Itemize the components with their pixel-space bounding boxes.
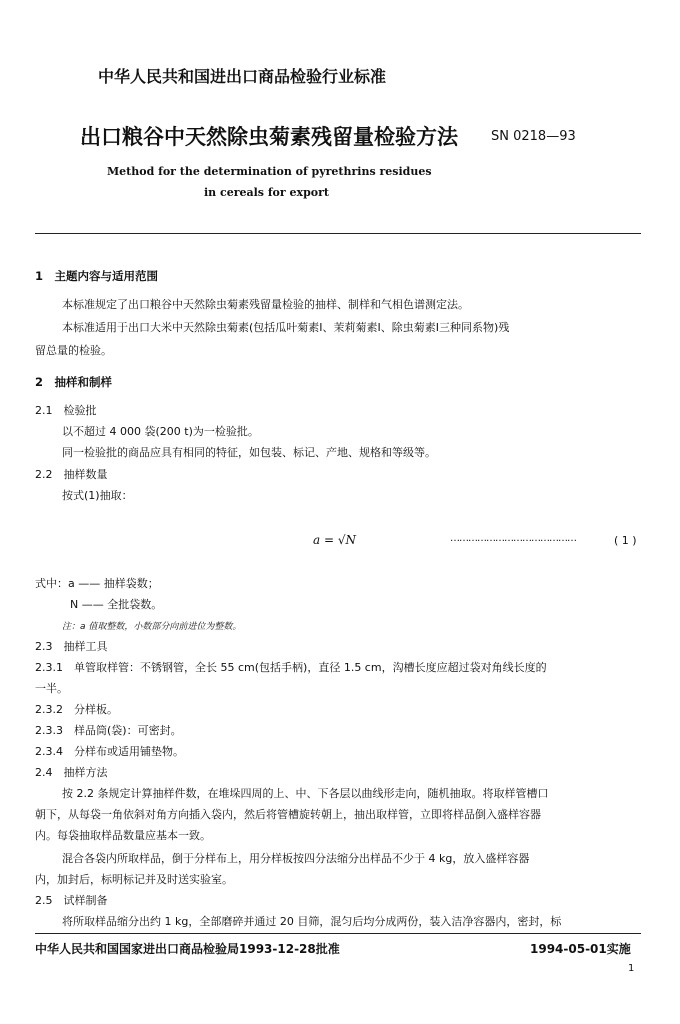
formula-where-1: 式中：a —— 抽样袋数； <box>35 577 159 590</box>
effective-date: 1994-05-01实施 <box>530 942 631 956</box>
standard-org: 中华人民共和国进出口商品检验行业标准 <box>98 67 387 86</box>
document-title: 出口粮谷中天然除虫菊素残留量检验方法 <box>80 125 458 149</box>
section-2-2-para-1: 按式(1)抽取： <box>62 489 133 502</box>
section-1-paragraph-1: 本标准规定了出口粮谷中天然除虫菊素残留量检验的抽样、制样和气相色谱测定法。 <box>62 298 469 311</box>
section-2-4-para-1-line-3: 内。每袋抽取样品数量应基本一致。 <box>35 829 211 842</box>
section-2-2-heading: 2.2 抽样数量 <box>35 468 108 481</box>
header-divider <box>35 233 641 234</box>
section-2-3-3: 2.3.3 样品筒(袋)：可密封。 <box>35 724 182 737</box>
standard-code: SN 0218—93 <box>491 129 576 144</box>
section-2-1-para-2: 同一检验批的商品应具有相同的特征，如包装、标记、产地、规格和等级等。 <box>62 446 436 459</box>
section-2-4-para-2-line-2: 内，加封后，标明标记并及时送实验室。 <box>35 873 233 886</box>
formula-note: 注：a 值取整数，小数部分向前进位为整数。 <box>62 622 242 632</box>
section-2-heading: 2 抽样和制样 <box>35 375 113 389</box>
approval-line: 中华人民共和国国家进出口商品检验局1993-12-28批准 <box>35 942 340 956</box>
section-2-1-para-1: 以不超过 4 000 袋(200 t)为一检验批。 <box>62 425 259 438</box>
section-1-paragraph-2-cont: 留总量的检验。 <box>35 344 112 357</box>
section-2-3-1-cont: 一半。 <box>35 682 68 695</box>
formula-leader-dots: …………………………………… <box>450 533 576 544</box>
section-2-3-4: 2.3.4 分样布或适用铺垫物。 <box>35 745 184 758</box>
formula: a = √N <box>313 533 356 547</box>
section-2-5-heading: 2.5 试样制备 <box>35 894 108 907</box>
footer-divider <box>35 933 641 934</box>
section-2-3-1: 2.3.1 单管取样管：不锈钢管，全长 55 cm(包括手柄)，直径 1.5 cm，沟槽长度应超过袋对角线长度的 <box>35 661 547 674</box>
section-2-5-para-1: 将所取样品缩分出约 1 kg，全部磨碎并通过 20 目筛，混匀后均分成两份，装入洁净容器内，密封，标 <box>62 915 562 928</box>
section-1-heading: 1 主题内容与适用范围 <box>35 269 159 283</box>
section-2-4-para-2: 混合各袋内所取样品，倒于分样布上，用分样板按四分法缩分出样品不少于 4 kg，放入盛样容器 <box>62 852 530 865</box>
section-2-4-para-1-line-2: 朝下，从每袋一角依斜对角方向插入袋内，然后将管槽旋转朝上，抽出取样管，立即将样品倒入盛样容器 <box>35 808 541 821</box>
english-title-line-2: in cereals for export <box>204 186 329 199</box>
section-2-3-2: 2.3.2 分样板。 <box>35 703 118 716</box>
section-2-4-heading: 2.4 抽样方法 <box>35 766 108 779</box>
page-number: 1 <box>628 963 635 974</box>
section-2-3-heading: 2.3 抽样工具 <box>35 640 108 653</box>
formula-number: ( 1 ) <box>614 534 637 547</box>
english-title-line-1: Method for the determination of pyrethrins residues <box>107 165 432 178</box>
section-2-4-para-1: 按 2.2 条规定计算抽样件数，在堆垛四周的上、中、下各层以曲线形走向，随机抽取。将取样管槽口 <box>62 787 549 800</box>
section-2-1-heading: 2.1 检验批 <box>35 404 97 417</box>
section-1-paragraph-2: 本标准适用于出口大米中天然除虫菊素(包括瓜叶菊素Ⅰ、茉莉菊素Ⅰ、除虫菊素Ⅰ三种同系物)残 <box>62 321 510 334</box>
formula-where-2: N —— 全批袋数。 <box>70 598 163 611</box>
